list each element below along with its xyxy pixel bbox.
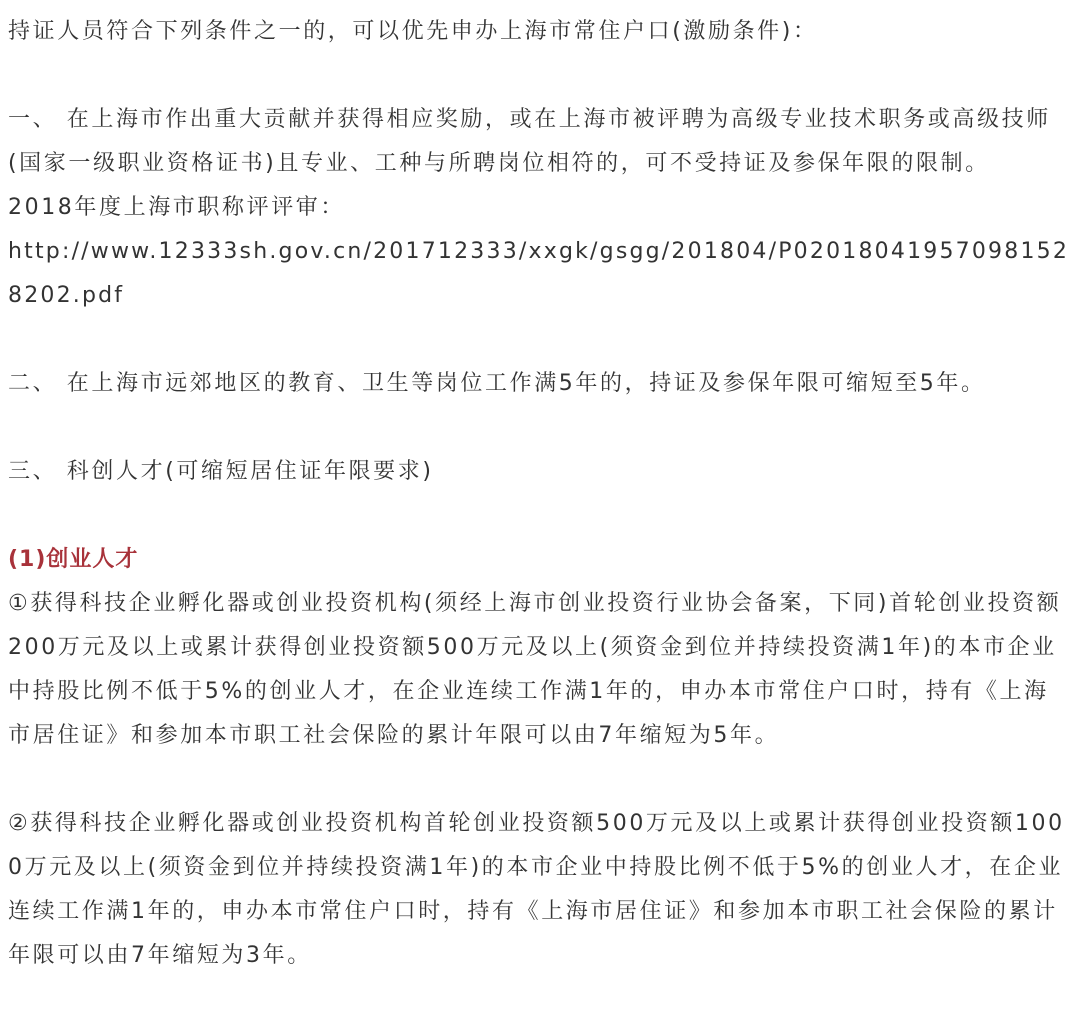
- paragraph-spacer: [8, 318, 1072, 362]
- paragraph-spacer: [8, 758, 1072, 802]
- startup-talent-point-two: ②获得科技企业孵化器或创业投资机构首轮创业投资额500万元及以上或累计获得创业投资额1000万元及以上(须资金到位并持续投资满1年)的本市企业中持股比例不低于5%的创业人才，在企业连续工作满1年的，申办本市常住户口时，持有《上海市居住证》和参加本市职工社会保险的累计年限可以由7年缩短为3年。: [8, 811, 1065, 968]
- condition-one-reference-link[interactable]: http://www.12333sh.gov.cn/201712333/xxgk/gsgg/201804/P020180419570981528202.pdf: [8, 239, 1070, 308]
- article-body: [8, 10, 1072, 978]
- startup-talent-point-one: ①获得科技企业孵化器或创业投资机构(须经上海市创业投资行业协会备案，下同)首轮创业投资额200万元及以上或累计获得创业投资额500万元及以上(须资金到位并持续投资满1年)的本市企业中持股比例不低于5%的创业人才，在企业连续工作满1年的，申办本市常住户口时，持有《上海市居住证》和参加本市职工社会保险的累计年限可以由7年缩短为5年。: [8, 591, 1062, 748]
- condition-three-heading: 三、 科创人才(可缩短居住证年限要求): [8, 459, 434, 484]
- intro-paragraph: 持证人员符合下列条件之一的，可以优先申办上海市常住户口(激励条件)：: [8, 19, 818, 44]
- paragraph-spacer: [8, 406, 1072, 450]
- condition-one-reference-label: 2018年度上海市职称评评审：: [8, 195, 345, 220]
- condition-one-paragraph: 一、 在上海市作出重大贡献并获得相应奖励，或在上海市被评聘为高级专业技术职务或高级技师(国家一级职业资格证书)且专业、工种与所聘岗位相符的，可不受持证及参保年限的限制。: [8, 107, 1051, 176]
- condition-two-paragraph: 二、 在上海市远郊地区的教育、卫生等岗位工作满5年的，持证及参保年限可缩短至5年。: [8, 371, 986, 396]
- paragraph-spacer: [8, 54, 1072, 98]
- startup-talent-subtitle: (1)创业人才: [8, 547, 139, 572]
- paragraph-spacer: [8, 494, 1072, 538]
